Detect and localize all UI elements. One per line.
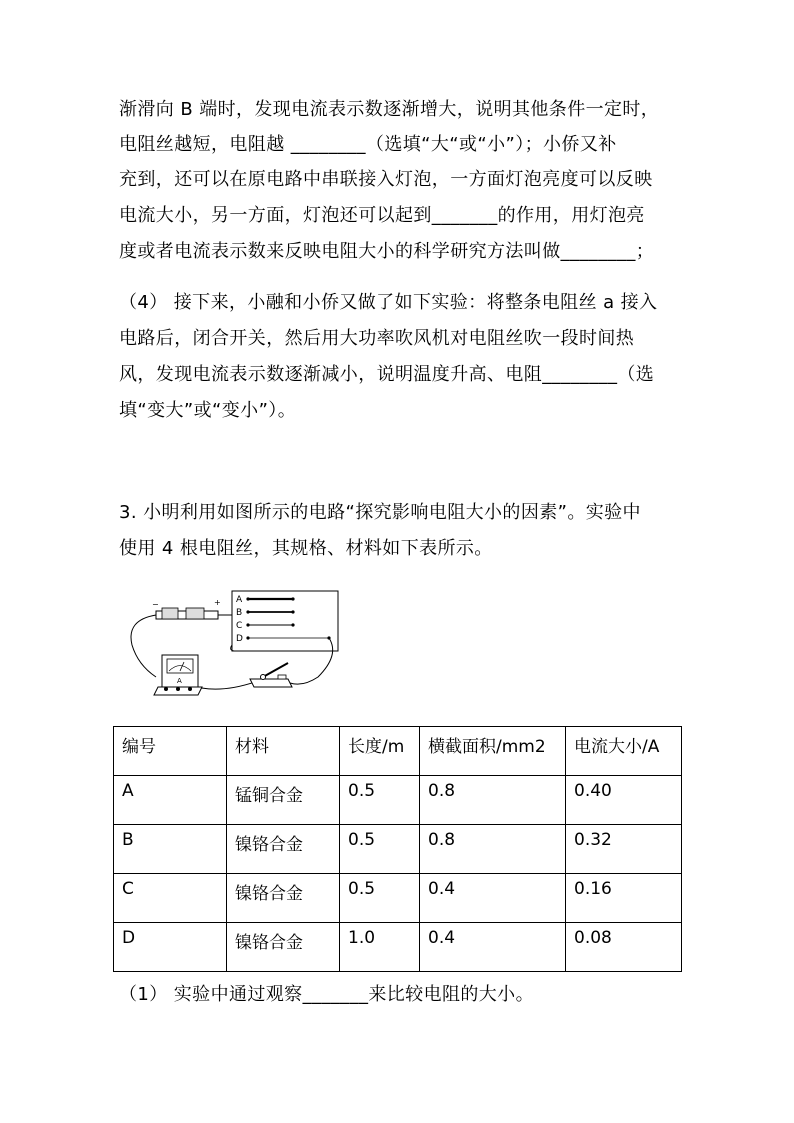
wire bbox=[131, 615, 156, 677]
table-row bbox=[114, 874, 682, 923]
text-line: 3. 小明利用如图所示的电路“探究影响电阻大小的因素”。实验中 bbox=[119, 502, 641, 523]
table-cell: 0.40 bbox=[566, 776, 682, 825]
table-header-cell: 长度/m bbox=[340, 727, 420, 776]
text-line: 电路后，闭合开关，然后用大功率吹风机对电阻丝吹一段时间热 bbox=[119, 328, 635, 349]
data-table bbox=[113, 726, 682, 972]
table-header-row bbox=[114, 727, 682, 776]
table-row bbox=[114, 825, 682, 874]
question-1: （1） 实验中通过观察_______来比较电阻的大小。 bbox=[119, 984, 534, 1005]
table-row bbox=[114, 776, 682, 825]
switch-icon bbox=[250, 679, 292, 687]
table-cell: 0.8 bbox=[420, 776, 566, 825]
table-cell: 0.5 bbox=[340, 874, 420, 923]
board-label-b: B bbox=[236, 608, 243, 618]
table-cell: D bbox=[114, 923, 227, 972]
table-cell: 0.4 bbox=[420, 874, 566, 923]
table-cell: A bbox=[114, 776, 227, 825]
battery-icon bbox=[162, 608, 178, 619]
table-cell: 1.0 bbox=[340, 923, 420, 972]
battery-minus: − bbox=[152, 600, 159, 609]
table-cell: 0.5 bbox=[340, 776, 420, 825]
table-cell: 镍铬合金 bbox=[227, 825, 340, 874]
table-cell: 0.8 bbox=[420, 825, 566, 874]
table-cell: B bbox=[114, 825, 227, 874]
table-header-cell: 材料 bbox=[227, 727, 340, 776]
text-line: 渐滑向 B 端时，发现电流表示数逐渐增大，说明其他条件一定时， bbox=[119, 99, 660, 120]
table-cell: 0.32 bbox=[566, 825, 682, 874]
table-cell: C bbox=[114, 874, 227, 923]
text-line: 使用 4 根电阻丝，其规格、材料如下表所示。 bbox=[119, 538, 493, 559]
text-line: （4） 接下来，小融和小侨又做了如下实验：将整条电阻丝 a 接入 bbox=[119, 292, 658, 313]
table-cell: 锰铜合金 bbox=[227, 776, 340, 825]
board-label-a: A bbox=[236, 595, 243, 605]
text-line: 电流大小，另一方面，灯泡还可以起到_______的作用，用灯泡亮 bbox=[119, 205, 645, 226]
board-label-c: C bbox=[236, 621, 243, 631]
circuit-diagram bbox=[118, 585, 348, 705]
text-line: 电阻丝越短，电阻越 ________（选填“大“或“小”）；小侨又补 bbox=[119, 134, 617, 155]
table-header-cell: 电流大小/A bbox=[566, 727, 682, 776]
text-line: 风，发现电流表示数逐渐减小，说明温度升高、电阻________（选 bbox=[119, 364, 655, 385]
table-cell: 0.08 bbox=[566, 923, 682, 972]
table-cell: 0.4 bbox=[420, 923, 566, 972]
table-header-cell: 横截面积/mm2 bbox=[420, 727, 566, 776]
text-line: 度或者电流表示数来反映电阻大小的科学研究方法叫做________； bbox=[119, 241, 655, 262]
table-header-cell: 编号 bbox=[114, 727, 227, 776]
text-line: 充到，还可以在原电路中串联接入灯泡，一方面灯泡亮度可以反映 bbox=[119, 169, 653, 190]
battery-plus: + bbox=[214, 598, 221, 607]
table-cell: 镍铬合金 bbox=[227, 874, 340, 923]
table-cell: 镍铬合金 bbox=[227, 923, 340, 972]
text-line: 填“变大”或“变小”）。 bbox=[119, 400, 297, 421]
battery-icon bbox=[186, 608, 204, 619]
table-cell: 0.5 bbox=[340, 825, 420, 874]
table-cell: 0.16 bbox=[566, 874, 682, 923]
table-row bbox=[114, 923, 682, 972]
ammeter-label: A bbox=[177, 677, 182, 685]
board-label-d: D bbox=[236, 634, 243, 644]
